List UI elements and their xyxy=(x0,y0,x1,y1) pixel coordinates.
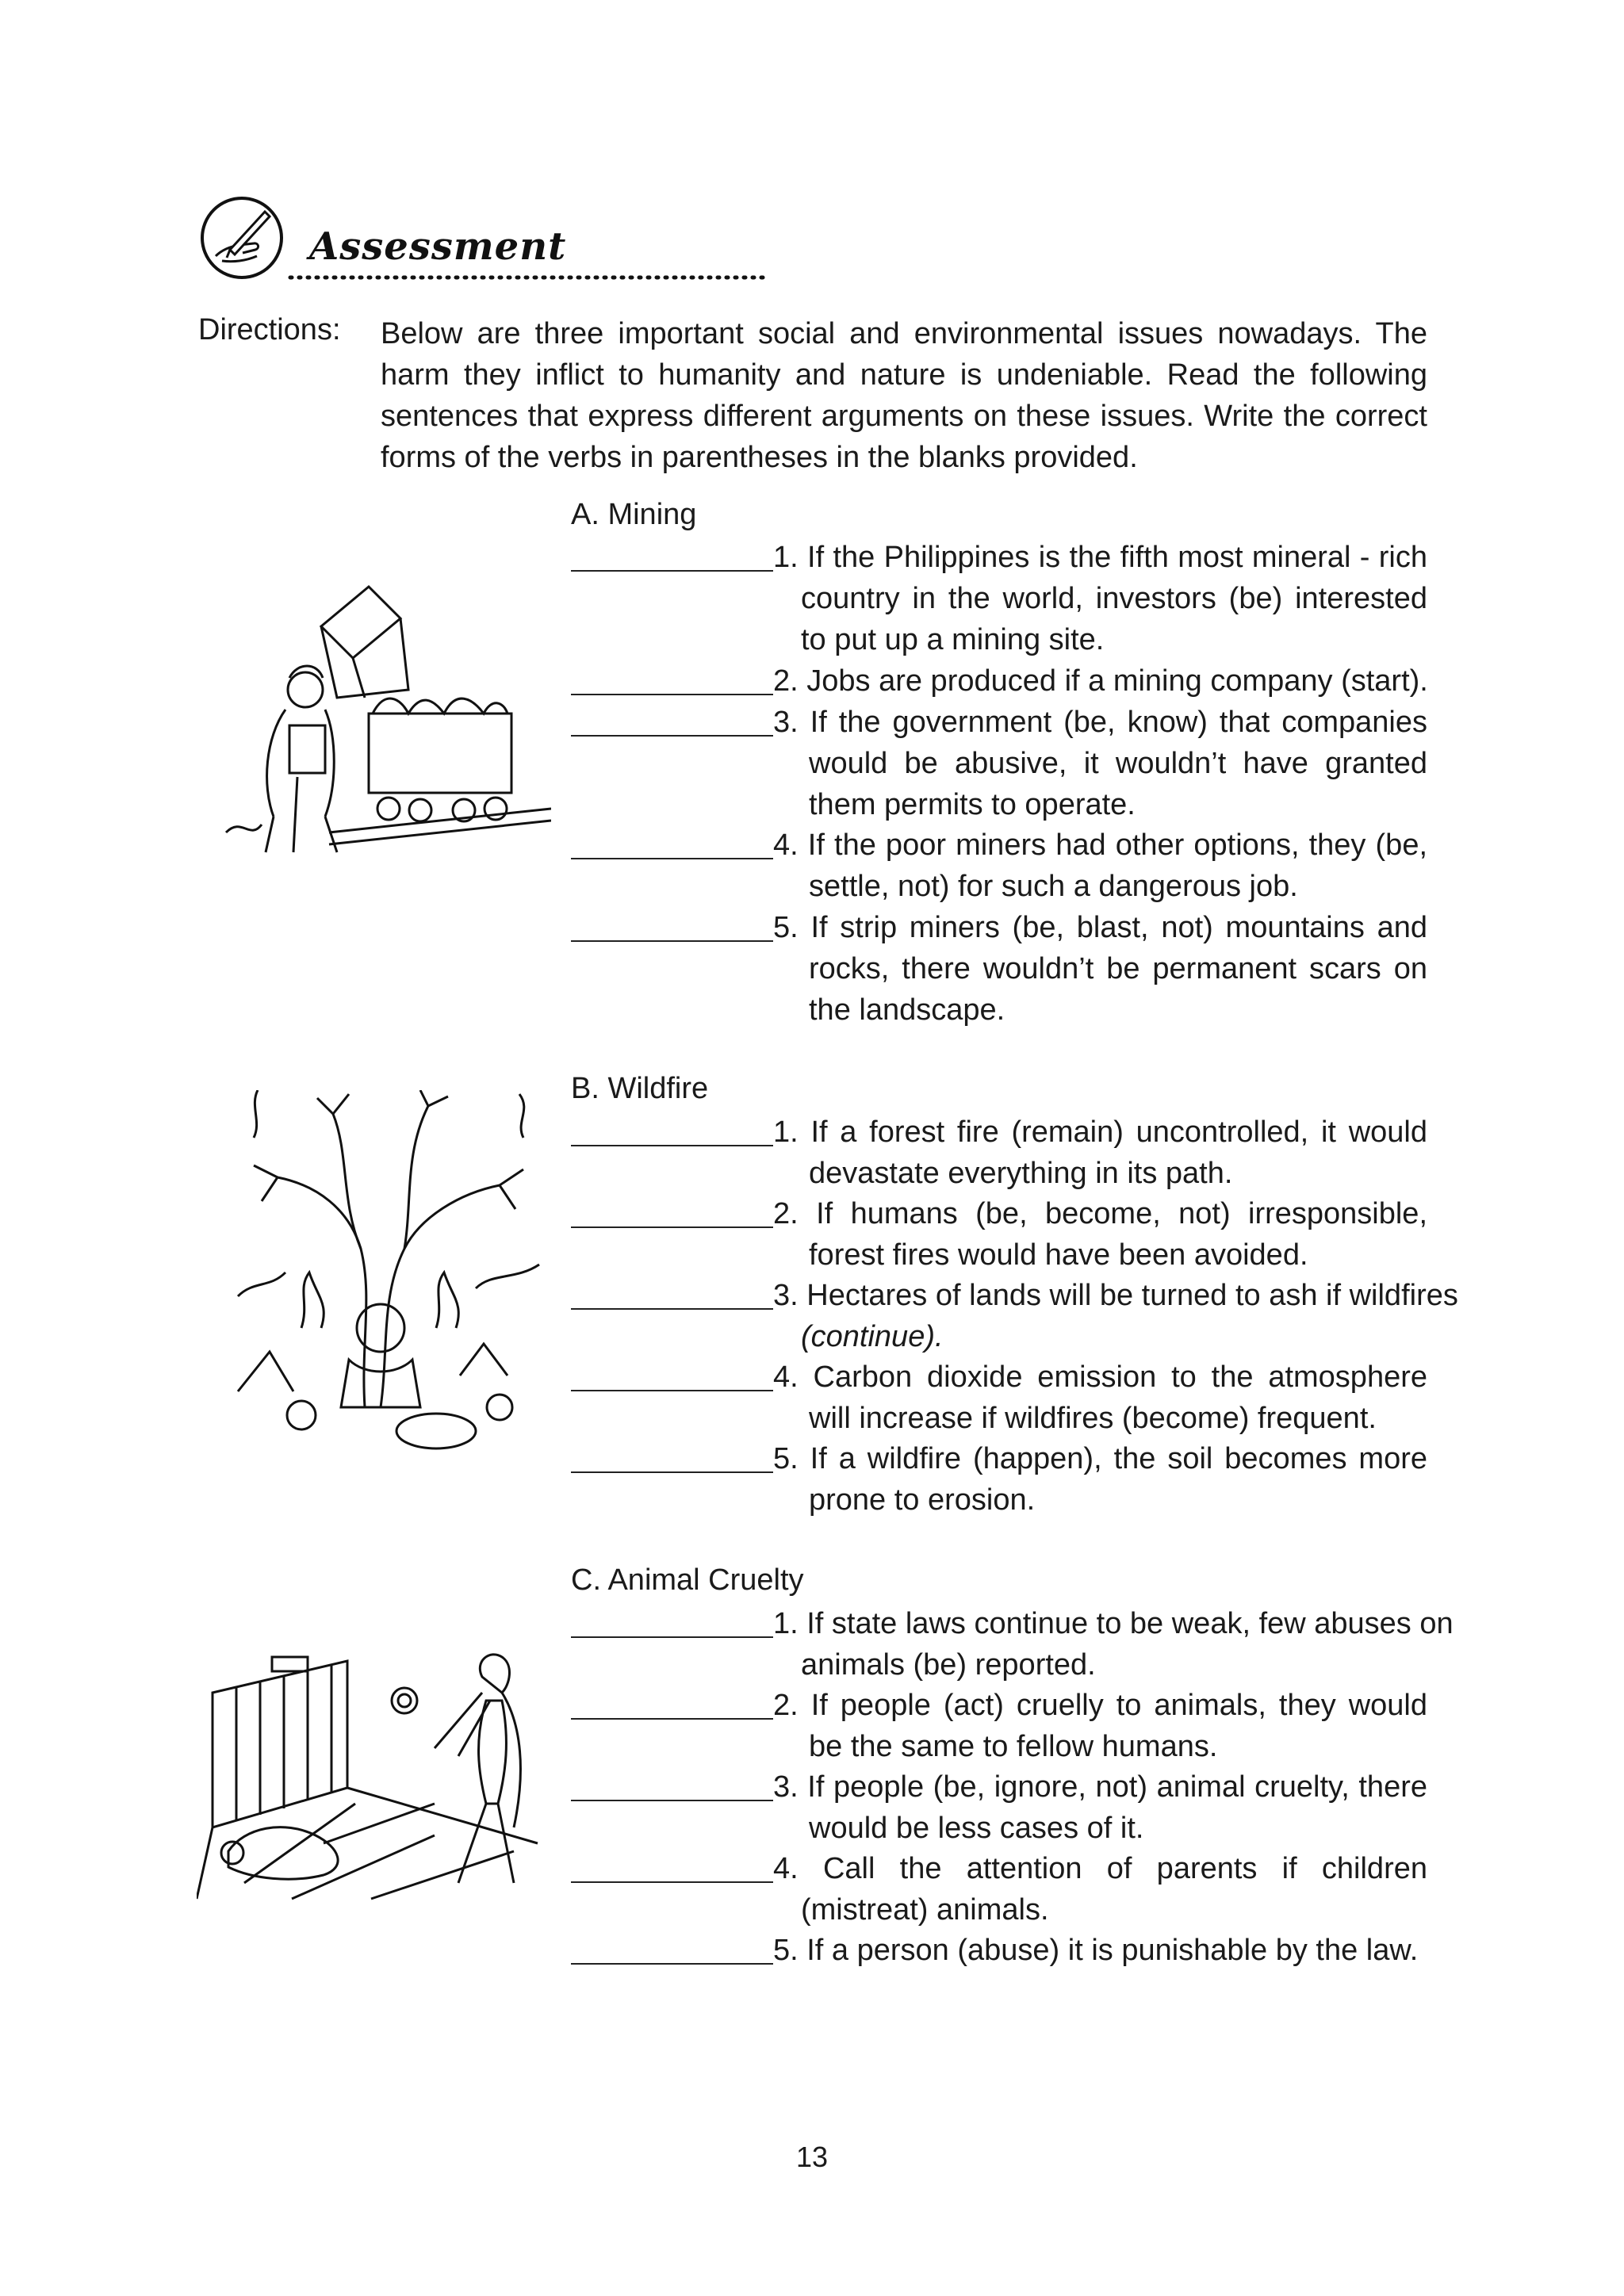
answer-blank[interactable] xyxy=(571,665,773,695)
assessment-header xyxy=(198,194,595,289)
wildfire-item-2: 2. If humans (be, become, not) irresponsible, forest fires would have been avoided. xyxy=(571,1193,1427,1276)
mining-item-3: 3. If the government (be, know) that companies would be abusive, it wouldn’t have granted them permits to operate. xyxy=(571,702,1427,825)
section-title-wildfire: B. Wildfire xyxy=(571,1072,709,1105)
answer-blank[interactable] xyxy=(571,706,773,737)
cruelty-item-1: 1. If state laws continue to be weak, few abuses on animals (be) reported. xyxy=(571,1603,1427,1686)
answer-blank[interactable] xyxy=(571,1198,773,1228)
directions-label: Directions: xyxy=(198,313,341,346)
mining-item-1: 1. If the Philippines is the fifth most mineral - rich country in the world, investors (be) interested to put up a mining site. xyxy=(571,537,1427,660)
answer-blank[interactable] xyxy=(571,1608,773,1638)
answer-blank[interactable] xyxy=(571,1771,773,1801)
directions-text: Below are three important social and environmental issues nowadays. The harm they inflict to humanity and nature is undeniable. Read the following sentences that express different arguments on these issues. Write the correct forms of the verbs in parentheses in the blanks provided. xyxy=(381,317,1427,474)
animal-cruelty-illustration xyxy=(197,1645,553,1907)
cruelty-item-3: 3. If people (be, ignore, not) animal cruelty, there would be less cases of it. xyxy=(571,1766,1427,1849)
answer-blank[interactable] xyxy=(571,1934,773,1965)
mining-item-2: 2. Jobs are produced if a mining company (start). xyxy=(571,660,1427,702)
mining-item-5: 5. If strip miners (be, blast, not) mountains and rocks, there wouldn’t be permanent scars on the landscape. xyxy=(571,907,1427,1031)
answer-blank[interactable] xyxy=(571,1280,773,1310)
page-number: 13 xyxy=(795,2141,829,2173)
dotted-underline xyxy=(287,272,771,283)
answer-blank[interactable] xyxy=(571,829,773,859)
answer-blank[interactable] xyxy=(571,541,773,572)
section-title-mining: A. Mining xyxy=(571,498,697,531)
answer-blank[interactable] xyxy=(571,1443,773,1473)
wildfire-item-3: 3. Hectares of lands will be turned to ash if wildfires (continue). xyxy=(571,1275,1427,1357)
page-title: Assessment xyxy=(309,224,567,269)
answer-blank[interactable] xyxy=(571,912,773,942)
wildfire-item-5: 5. If a wildfire (happen), the soil becomes more prone to erosion. xyxy=(571,1438,1427,1521)
wildfire-item-4: 4. Carbon dioxide emission to the atmosphere will increase if wildfires (become) frequent. xyxy=(571,1357,1427,1439)
cruelty-item-5: 5. If a person (abuse) it is punishable by the law. xyxy=(571,1930,1427,1971)
cruelty-item-2: 2. If people (act) cruelly to animals, they would be the same to fellow humans. xyxy=(571,1685,1427,1767)
wildfire-item-1: 1. If a forest fire (remain) uncontrolled, it would devastate everything in its path. xyxy=(571,1112,1427,1194)
answer-blank[interactable] xyxy=(571,1853,773,1883)
pen-in-hand-icon xyxy=(198,194,285,281)
mining-item-4: 4. If the poor miners had other options, they (be, settle, not) for such a dangerous job. xyxy=(571,825,1427,907)
section-title-animal-cruelty: C. Animal Cruelty xyxy=(571,1563,804,1597)
answer-blank[interactable] xyxy=(571,1689,773,1720)
wildfire-illustration xyxy=(222,1090,547,1463)
cruelty-item-4: 4. Call the attention of parents if children (mistreat) animals. xyxy=(571,1848,1427,1931)
mining-cart-illustration xyxy=(218,579,551,856)
answer-blank[interactable] xyxy=(571,1116,773,1146)
answer-blank[interactable] xyxy=(571,1361,773,1391)
